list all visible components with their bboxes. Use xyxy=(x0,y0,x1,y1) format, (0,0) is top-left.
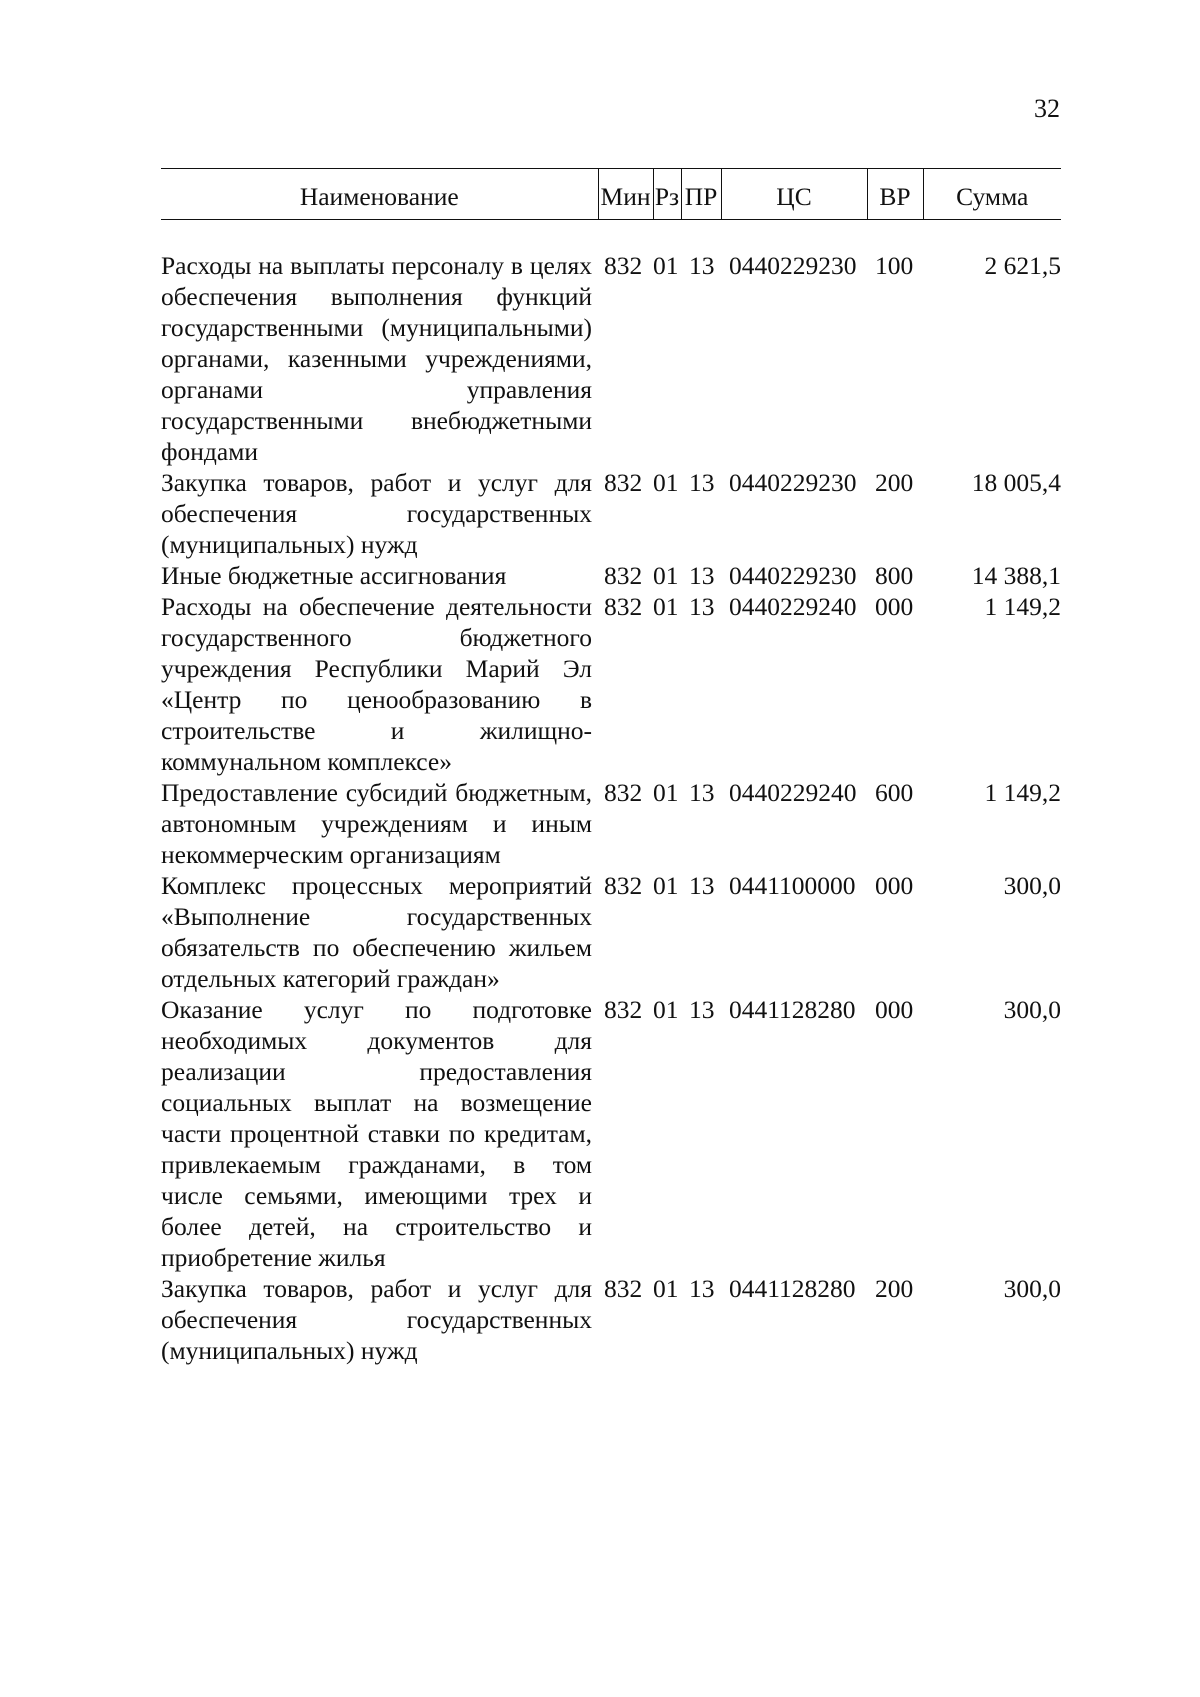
row-cs: 0440229230 xyxy=(729,251,857,280)
header-min: Мин xyxy=(598,169,653,220)
table-row xyxy=(161,777,1061,870)
row-pr: 13 xyxy=(689,561,715,590)
header-row xyxy=(161,169,1061,220)
row-cs: 0441128280 xyxy=(729,1274,856,1303)
table-row xyxy=(161,1273,1061,1366)
row-name: Иные бюджетные ассигнования xyxy=(161,561,507,590)
row-pr: 13 xyxy=(689,468,715,497)
table-row xyxy=(161,560,1061,591)
row-sum: 18 005,4 xyxy=(971,468,1061,497)
row-min: 832 xyxy=(604,468,643,497)
header-name: Наименование xyxy=(299,182,459,211)
row-cs: 0440229230 xyxy=(729,561,857,590)
row-rz: 01 xyxy=(653,592,679,621)
row-sum: 300,0 xyxy=(1003,871,1061,900)
row-min: 832 xyxy=(604,251,643,280)
row-min: 832 xyxy=(604,561,643,590)
row-vr: 100 xyxy=(875,251,914,280)
row-sum: 2 621,5 xyxy=(984,251,1061,280)
row-min: 832 xyxy=(604,1274,643,1303)
row-pr: 13 xyxy=(689,995,715,1024)
header-vr: ВР xyxy=(867,169,923,220)
row-min: 832 xyxy=(604,871,643,900)
row-min: 832 xyxy=(604,778,643,807)
row-sum: 1 149,2 xyxy=(984,778,1061,807)
table-row xyxy=(161,467,1061,560)
row-sum: 300,0 xyxy=(1003,1274,1061,1303)
table-row xyxy=(161,994,1061,1273)
row-pr: 13 xyxy=(689,1274,715,1303)
row-name: Закупка товаров, работ и услуг для обеспечения государственных (муниципальных) нужд xyxy=(161,468,592,559)
row-vr: 200 xyxy=(875,1274,914,1303)
row-pr: 13 xyxy=(689,592,715,621)
row-name: Оказание услуг по подготовке необходимых документов для реализации предоставления социальных выплат на возмещение части процентной ставки по кредитам, привлекаемым гражданами, в том числе семьями, имеющими трех и более детей, на строительство и приобретение жилья xyxy=(161,995,592,1272)
row-name: Закупка товаров, работ и услуг для обеспечения государственных (муниципальных) нужд xyxy=(161,1274,592,1365)
header-sum: Сумма xyxy=(923,169,1061,220)
header-pr: ПР xyxy=(681,169,721,220)
row-cs: 0440229230 xyxy=(729,468,857,497)
row-rz: 01 xyxy=(653,1274,679,1303)
row-vr: 800 xyxy=(875,561,914,590)
row-rz: 01 xyxy=(653,561,679,590)
header-cs: ЦС xyxy=(721,169,867,220)
row-sum: 1 149,2 xyxy=(984,592,1061,621)
row-vr: 000 xyxy=(875,592,914,621)
header-spacer xyxy=(161,220,1061,251)
row-rz: 01 xyxy=(653,468,679,497)
row-cs: 0441100000 xyxy=(729,871,856,900)
row-name: Комплекс процессных мероприятий «Выполнение государственных обязательств по обеспечению жильем отдельных категорий граждан» xyxy=(161,871,592,993)
row-rz: 01 xyxy=(653,778,679,807)
row-rz: 01 xyxy=(653,871,679,900)
page-number: 32 xyxy=(1034,94,1060,123)
row-cs: 0440229240 xyxy=(729,778,857,807)
row-sum: 14 388,1 xyxy=(971,561,1061,590)
header-rz: Рз xyxy=(653,169,681,220)
table-row xyxy=(161,591,1061,777)
row-min: 832 xyxy=(604,592,643,621)
row-vr: 000 xyxy=(875,995,914,1024)
row-cs: 0440229240 xyxy=(729,592,857,621)
row-vr: 600 xyxy=(875,778,914,807)
row-pr: 13 xyxy=(689,871,715,900)
row-name: Расходы на обеспечение деятельности государственного бюджетного учреждения Республики Марий Эл «Центр по ценообразованию в строительстве и жилищно-коммунальном комплексе» xyxy=(161,592,592,776)
table-row xyxy=(161,870,1061,994)
row-rz: 01 xyxy=(653,995,679,1024)
table-body xyxy=(161,220,1061,1367)
row-pr: 13 xyxy=(689,251,715,280)
row-pr: 13 xyxy=(689,778,715,807)
table-header xyxy=(161,169,1061,220)
row-name: Расходы на выплаты персоналу в целях обеспечения выполнения функций государственными (муниципальными) органами, казенными учреждениями, органами управления государственными внебюджетными фондами xyxy=(161,251,592,466)
row-rz: 01 xyxy=(653,251,679,280)
row-min: 832 xyxy=(604,995,643,1024)
budget-table xyxy=(161,168,1061,1366)
row-name: Предоставление субсидий бюджетным, автономным учреждениям и иным некоммерческим организациям xyxy=(161,778,592,869)
table-row xyxy=(161,250,1061,467)
row-vr: 000 xyxy=(875,871,914,900)
row-sum: 300,0 xyxy=(1003,995,1061,1024)
row-vr: 200 xyxy=(875,468,914,497)
row-cs: 0441128280 xyxy=(729,995,856,1024)
